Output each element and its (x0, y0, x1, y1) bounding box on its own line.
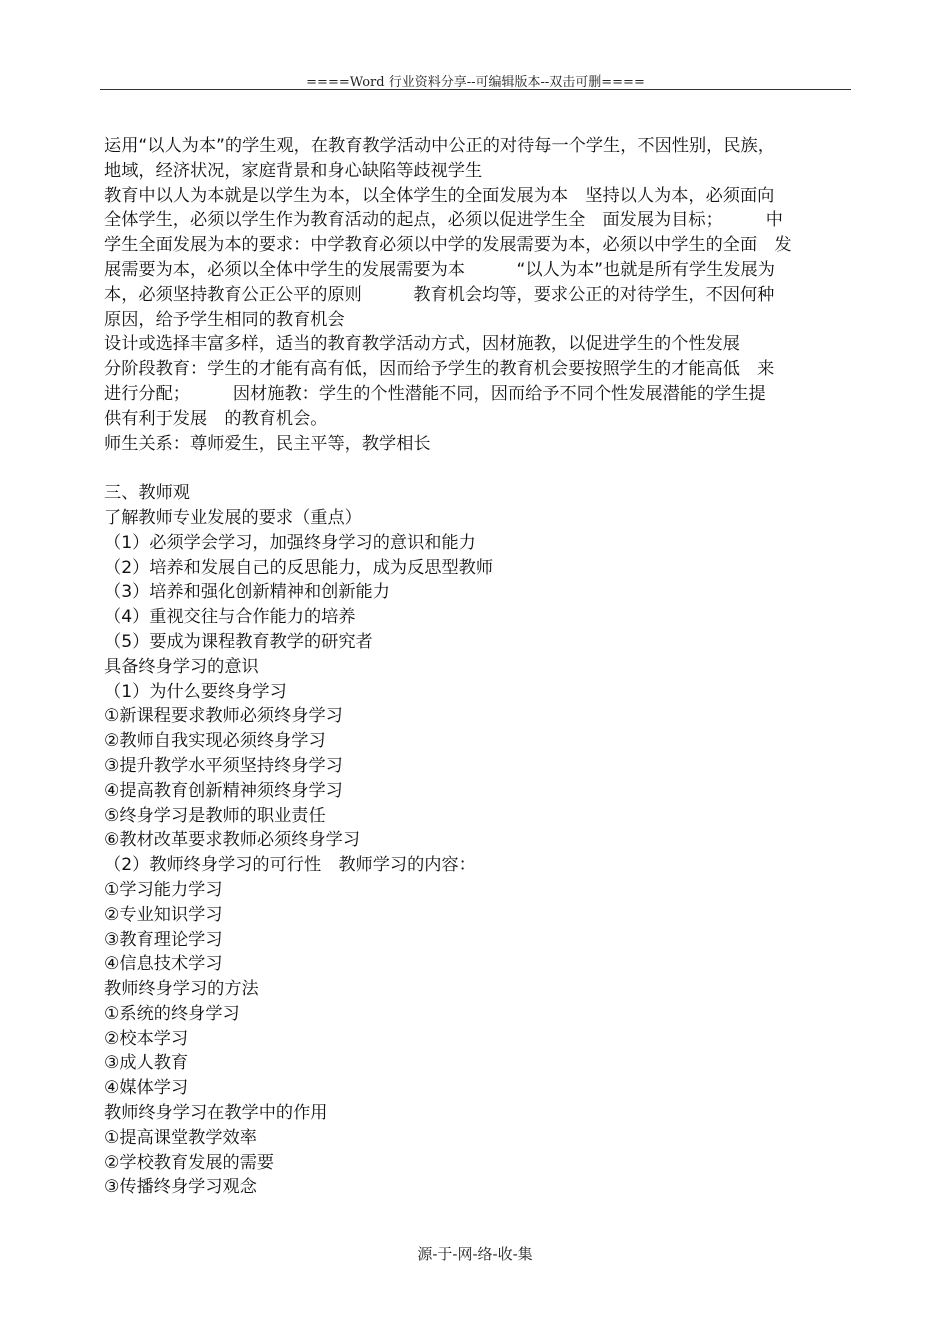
text-line: 设计或选择丰富多样，适当的教育教学活动方式，因材施教，以促进学生的个性发展 (104, 334, 740, 355)
text-line: ④媒体学习 (104, 1078, 189, 1099)
text-line: 全体学生，必须以学生作为教育活动的起点，必须以促进学生全 面发展为目标； 中 (104, 210, 783, 231)
text-line: 了解教师专业发展的要求（重点） (104, 507, 362, 528)
text-line: ③成人教育 (104, 1053, 189, 1074)
text-line: ②教师自我实现必须终身学习 (104, 731, 326, 752)
text-line: 具备终身学习的意识 (104, 656, 259, 677)
text-line: （4）重视交往与合作能力的培养 (104, 607, 356, 628)
header-divider (100, 89, 851, 90)
text-line: （1）为什么要终身学习 (104, 681, 287, 702)
text-line: 分阶段教育：学生的才能有高有低，因而给予学生的教育机会要按照学生的才能高低 来 (104, 359, 775, 380)
text-line: 三、教师观 (104, 483, 190, 504)
text-line: （5）要成为课程教育教学的研究者 (104, 631, 373, 652)
text-line: ①新课程要求教师必须终身学习 (104, 706, 343, 727)
text-line: 学生全面发展为本的要求：中学教育必须以中学的发展需要为本，必须以中学生的全面 发 (104, 235, 792, 256)
text-line: ③传播终身学习观念 (104, 1177, 257, 1198)
text-line: ④信息技术学习 (104, 954, 223, 975)
text-line: ②学校教育发展的需要 (104, 1152, 275, 1173)
text-line: 本，必须坚持教育公正公平的原则 教育机会均等，要求公正的对待学生，不因何种 (104, 284, 775, 305)
text-line: （2）培养和发展自己的反思能力，成为反思型教师 (104, 557, 494, 578)
text-line: 运用“以人为本”的学生观，在教育教学活动中公正的对待每一个学生，不因性别，民族， (104, 136, 775, 156)
text-line: ③教育理论学习 (104, 929, 223, 950)
text-line: 教师终身学习在教学中的作用 (104, 1103, 328, 1124)
text-line: ④提高教育创新精神须终身学习 (104, 780, 343, 801)
text-line: 地域，经济状况，家庭背景和身心缺陷等歧视学生 (104, 160, 483, 181)
text-line: （2）教师终身学习的可行性 教师学习的内容： (104, 855, 476, 876)
text-line: 教育中以人为本就是以学生为本，以全体学生的全面发展为本 坚持以人为本，必须面向 (104, 185, 775, 206)
text-line: （1）必须学会学习，加强终身学习的意识和能力 (104, 532, 476, 553)
text-line: ②专业知识学习 (104, 904, 223, 925)
text-line: ①提高课堂教学效率 (104, 1127, 257, 1148)
text-line: ②校本学习 (104, 1028, 189, 1049)
text-line: （3）培养和强化创新精神和创新能力 (104, 582, 390, 603)
page-footer: 源-于-网-络-收-集 (417, 1245, 533, 1263)
text-line: 原因，给予学生相同的教育机会 (104, 309, 345, 330)
page-header: ====Word 行业资料分享--可编辑版本--双击可删==== (306, 75, 645, 90)
text-line: ③提升教学水平须坚持终身学习 (104, 755, 343, 776)
text-line: ①学习能力学习 (104, 879, 223, 900)
text-line: 展需要为本，必须以全体中学生的发展需要为本 “以人为本”也就是所有学生发展为 (104, 259, 775, 280)
text-line: ⑥教材改革要求教师必须终身学习 (104, 830, 361, 851)
text-line: 教师终身学习的方法 (104, 979, 259, 1000)
text-line: ⑤终身学习是教师的职业责任 (104, 805, 326, 826)
document-body (104, 134, 849, 1200)
text-line: ①系统的终身学习 (104, 1003, 240, 1024)
text-line: 供有利于发展 的教育机会。 (104, 408, 328, 429)
text-line: 进行分配； 因材施教：学生的个性潜能不同，因而给予不同个性发展潜能的学生提 (104, 383, 766, 404)
text-line: 师生关系：尊师爱生，民主平等，教学相长 (104, 433, 431, 454)
blank-line (104, 456, 849, 481)
